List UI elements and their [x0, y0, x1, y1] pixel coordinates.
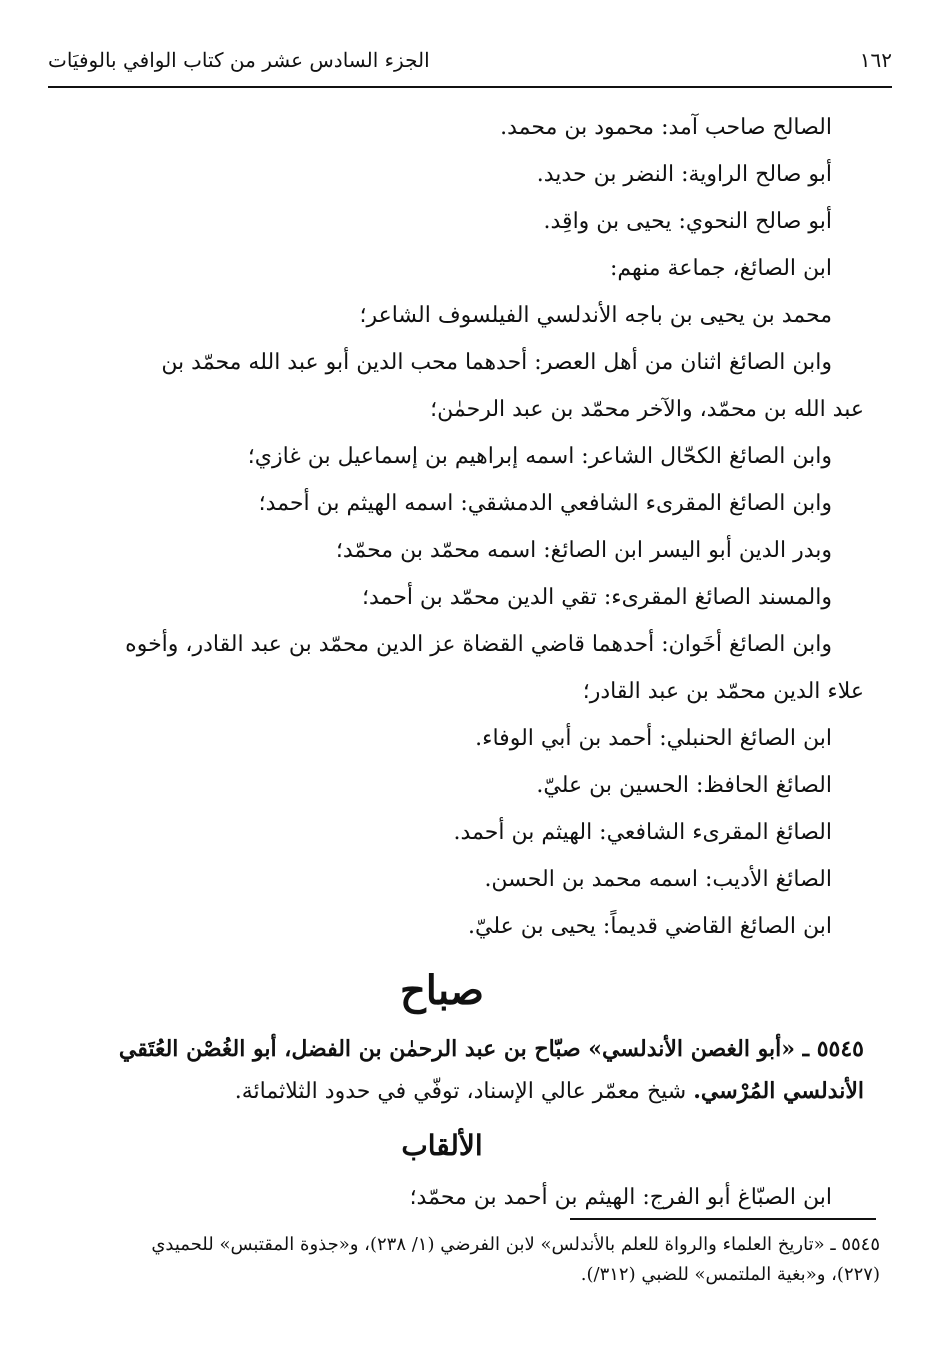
- biography-entry-line: ٥٥٤٥ ـ «أبو الغصن الأندلسي» صبّاح بن عبد الرحمٰن بن الفضل، أبو الغُصْن العُتَقي: [118, 1036, 864, 1062]
- running-title: الجزء السادس عشر من كتاب الوافي بالوفيَات: [48, 48, 430, 72]
- biography-entry-line: [52, 1070, 864, 1112]
- text-line: الصائغ الحافظ: الحسين بن عليّ.: [536, 773, 832, 798]
- text-line-continuation: علاء الدين محمّد بن عبد القادر؛: [582, 679, 864, 704]
- subheading: الألقاب: [401, 1129, 483, 1162]
- text-line: وابن الصائغ الكحّال الشاعر: اسمه إبراهيم بن إسماعيل بن غازي؛: [247, 444, 832, 469]
- text-line: وبدر الدين أبو اليسر ابن الصائغ: اسمه محمّد بن محمّد؛: [335, 538, 832, 563]
- text-line: ابن الصائغ القاضي قديماً: يحيى بن عليّ.: [468, 914, 832, 939]
- text-line-continuation: عبد الله بن محمّد، والآخر محمّد بن عبد الرحمٰن؛: [430, 397, 864, 422]
- page-number: ١٦٢: [859, 48, 892, 72]
- text-line: وابن الصائغ أخَوان: أحدهما قاضي القضاة عز الدين محمّد بن عبد القادر، وأخوه: [125, 632, 832, 657]
- footnote: [50, 1230, 880, 1290]
- text-line: محمد بن يحيى بن باجه الأندلسي الفيلسوف الشاعر؛: [359, 303, 832, 328]
- entry-description: شيخ معمّر عالي الإسناد، توفّي في حدود الثلاثمائة.: [234, 1079, 687, 1104]
- header-rule: [48, 86, 892, 88]
- text-line: الصالح صاحب آمد: محمود بن محمد.: [500, 115, 832, 140]
- footnote-line: (٢٢٧)، و«بغية الملتمس» للضبي (٣١٢/).: [580, 1264, 880, 1285]
- section-heading: صباح: [399, 967, 485, 1014]
- text-line: أبو صالح الراوية: النضر بن حديد.: [536, 162, 832, 187]
- entry-nisba: الأندلسي المُرْسي.: [693, 1078, 864, 1104]
- page-header: [48, 40, 892, 80]
- footnote-line: ٥٥٤٥ ـ «تاريخ العلماء والرواة للعلم بالأندلس» لابن الفرضي (١/ ٢٣٨)، و«جذوة المقتبس» للحميدي: [151, 1234, 880, 1255]
- text-line: والمسند الصائغ المقرىء: تقي الدين محمّد بن أحمد؛: [361, 585, 832, 610]
- main-text: [52, 104, 864, 1221]
- text-line: الصائغ الأديب: اسمه محمد بن الحسن.: [484, 867, 832, 892]
- text-line: ابن الصائغ، جماعة منهم:: [609, 256, 832, 281]
- text-line: ابن الصبّاغ أبو الفرج: الهيثم بن أحمد بن محمّد؛: [409, 1185, 832, 1210]
- text-line: وابن الصائغ المقرىء الشافعي الدمشقي: اسمه الهيثم بن أحمد؛: [258, 491, 832, 516]
- footnote-rule: [570, 1218, 876, 1220]
- text-line: أبو صالح النحوي: يحيى بن واقِد.: [543, 209, 832, 234]
- text-line: الصائغ المقرىء الشافعي: الهيثم بن أحمد.: [453, 820, 832, 845]
- text-line: ابن الصائغ الحنبلي: أحمد بن أبي الوفاء.: [475, 726, 832, 751]
- text-line: وابن الصائغ اثنان من أهل العصر: أحدهما محب الدين أبو عبد الله محمّد بن: [161, 350, 832, 375]
